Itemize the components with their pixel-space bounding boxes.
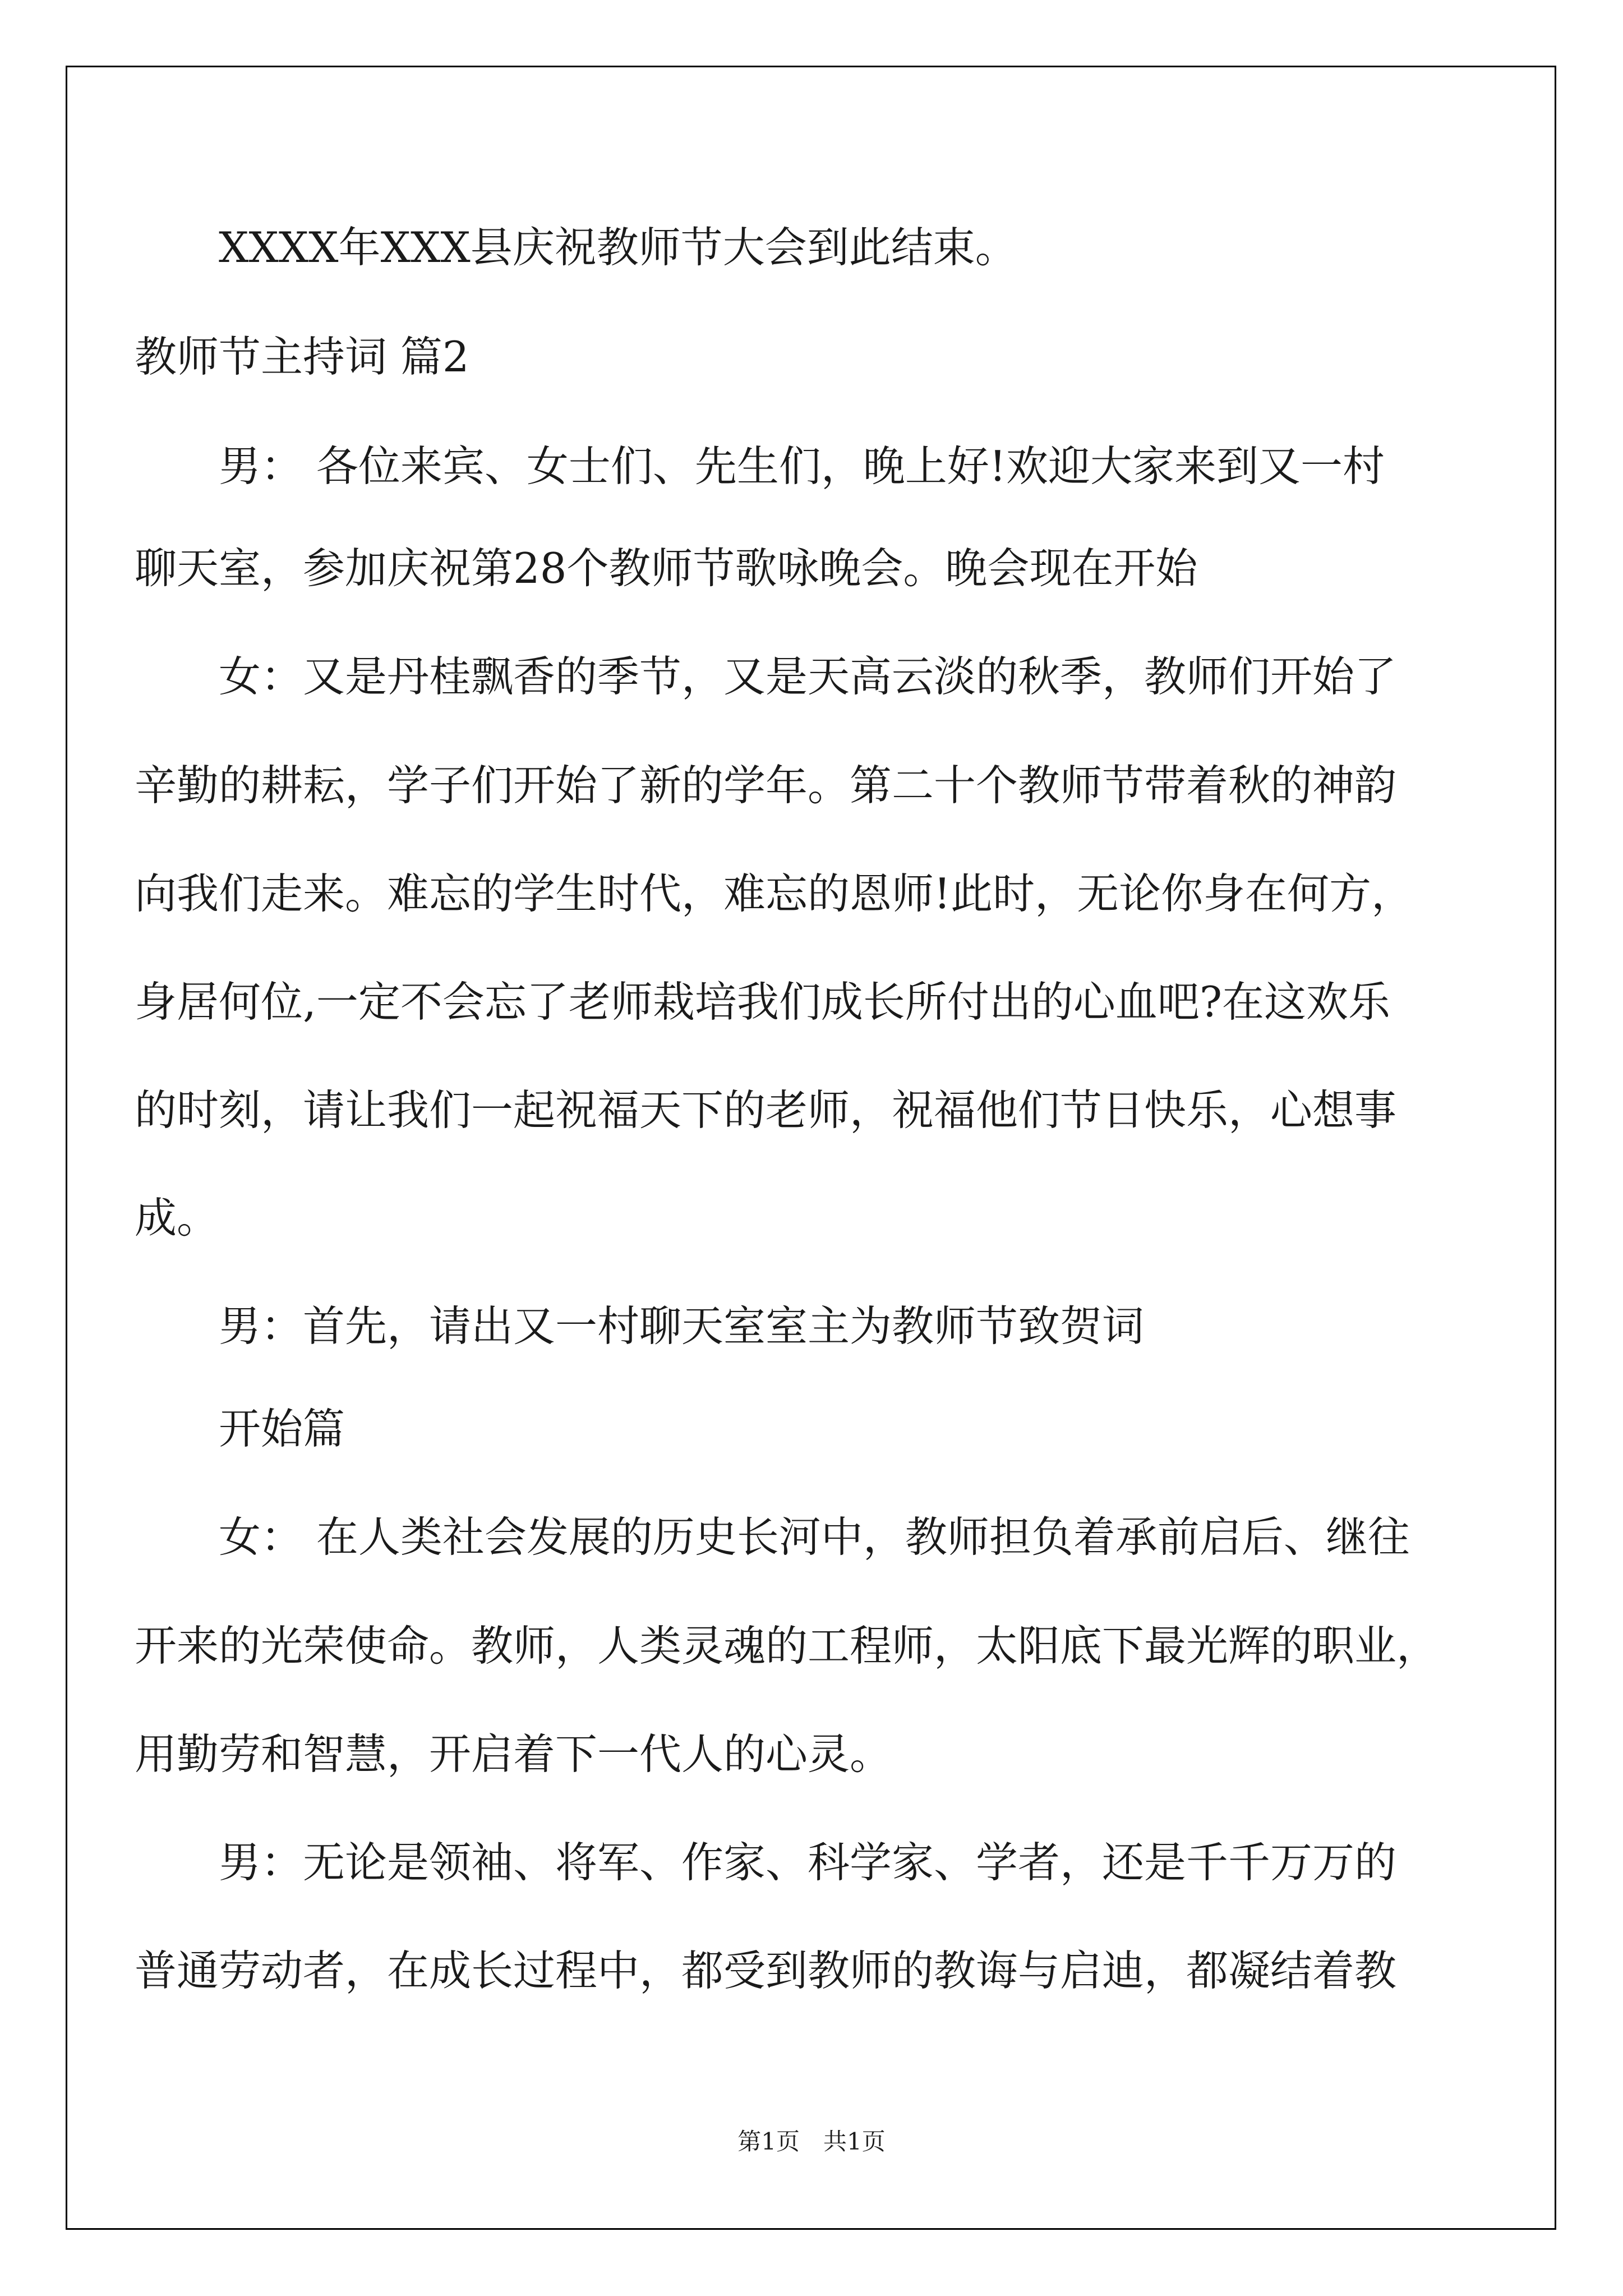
page-number: 第1页 共1页 [737, 2128, 886, 2155]
text-line: 开始篇 [135, 1404, 345, 1453]
text-line: 男： 各位来宾、女士们、先生们，晚上好!欢迎大家来到又一村 [135, 441, 1385, 491]
text-line: 辛勤的耕耘，学子们开始了新的学年。第二十个教师节带着秋的神韵 [135, 761, 1397, 810]
text-line: 聊天室，参加庆祝第28个教师节歌咏晚会。晚会现在开始 [135, 544, 1198, 593]
text-line: 开来的光荣使命。教师，人类灵魂的工程师，太阳底下最光辉的职业， [135, 1621, 1439, 1671]
text-line: 女： 在人类社会发展的历史长河中，教师担负着承前启后、继往 [135, 1512, 1410, 1562]
text-line: 用勤劳和智慧，开启着下一代人的心灵。 [135, 1729, 892, 1779]
text-line: 的时刻，请让我们一起祝福天下的老师，祝福他们节日快乐，心想事 [135, 1085, 1397, 1135]
text-line: 成。 [135, 1193, 219, 1243]
text-line: 男：无论是领袖、将军、作家、科学家、学者，还是千千万万的 [135, 1838, 1397, 1887]
page-border [66, 66, 1556, 2230]
text-line: 身居何位,一定不会忘了老师栽培我们成长所付出的心血吧?在这欢乐 [135, 977, 1391, 1027]
text-line: 普通劳动者，在成长过程中，都受到教师的教诲与启迪，都凝结着教 [135, 1946, 1397, 1995]
text-line: 男：首先，请出又一村聊天室室主为教师节致贺词 [135, 1301, 1145, 1351]
text-line: 向我们走来。难忘的学生时代，难忘的恩师!此时，无论你身在何方， [135, 869, 1414, 918]
section-heading: 教师节主持词 篇2 [135, 332, 469, 381]
text-line: XXXX年XXX县庆祝教师节大会到此结束。 [135, 223, 1017, 272]
text-line: 女：又是丹桂飘香的季节，又是天高云淡的秋季，教师们开始了 [135, 652, 1397, 701]
